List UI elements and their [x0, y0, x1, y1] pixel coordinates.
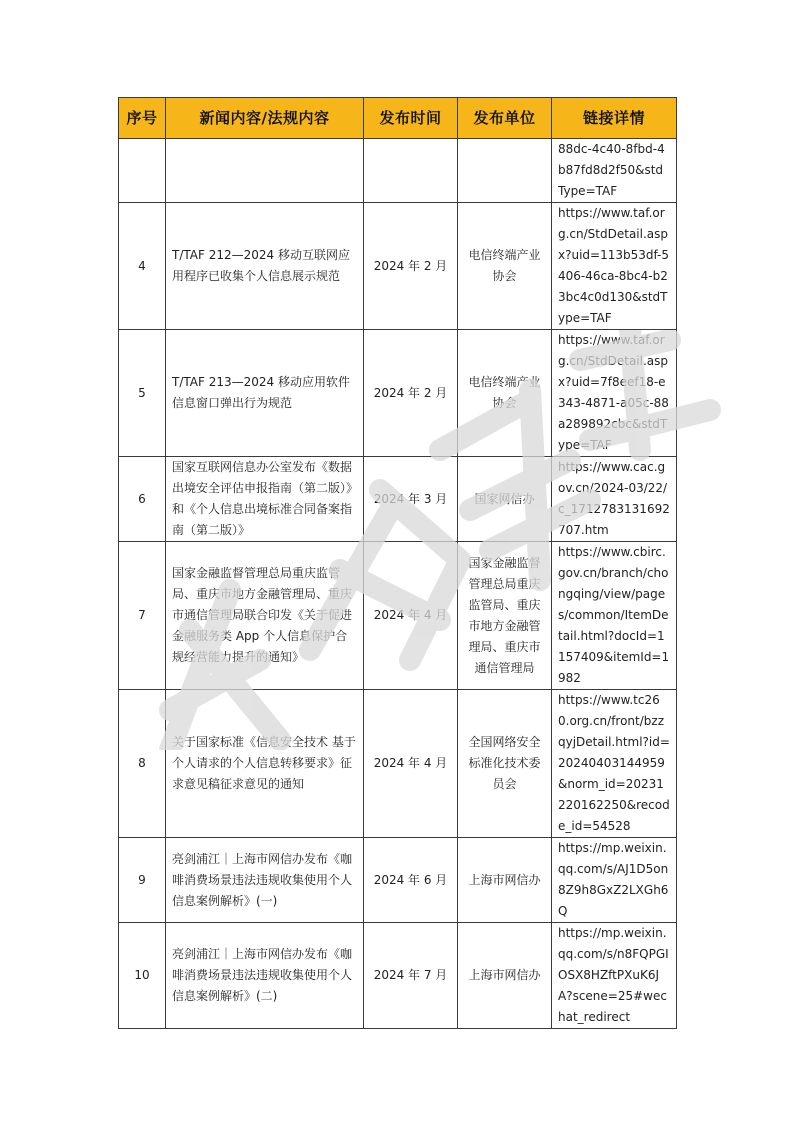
row-number: 7	[119, 542, 166, 690]
table-row	[119, 690, 677, 838]
row-link[interactable]: https://mp.weixin.qq.com/s/n8FQPGIOSX8HZftPXuK6JA?scene=25#wechat_redirect	[552, 923, 677, 1029]
regulation-table	[118, 97, 677, 1029]
row-number: 8	[119, 690, 166, 838]
row-number: 6	[119, 457, 166, 542]
row-link[interactable]: https://www.tc260.org.cn/front/bzzqyjDetail.html?id=20240403144959&norm_id=20231220162250&recode_id=54528	[552, 690, 677, 838]
row-number: 9	[119, 838, 166, 923]
row-date: 2024 年 7 月	[364, 923, 458, 1029]
row-number: 5	[119, 330, 166, 457]
table-row	[119, 838, 677, 923]
row-publisher: 电信终端产业协会	[458, 330, 552, 457]
row-date: 2024 年 3 月	[364, 457, 458, 542]
row-publisher: 全国网络安全标准化技术委员会	[458, 690, 552, 838]
row-date: 2024 年 2 月	[364, 330, 458, 457]
table-row	[119, 457, 677, 542]
row-publisher: 电信终端产业协会	[458, 203, 552, 330]
row-date	[364, 139, 458, 203]
row-title: 国家金融监督管理总局重庆监管局、重庆市地方金融管理局、重庆市通信管理局联合印发《关于促进金融服务类 App 个人信息保护合规经营能力提升的通知》	[166, 542, 364, 690]
row-publisher: 上海市网信办	[458, 838, 552, 923]
row-publisher	[458, 139, 552, 203]
header-number: 序号	[119, 98, 166, 139]
row-title: T/TAF 212—2024 移动互联网应用程序已收集个人信息展示规范	[166, 203, 364, 330]
row-title: 亮剑浦江｜上海市网信办发布《咖啡消费场景违法违规收集使用个人信息案例解析》(二)	[166, 923, 364, 1029]
row-publisher: 上海市网信办	[458, 923, 552, 1029]
table-row	[119, 923, 677, 1029]
row-title	[166, 139, 364, 203]
row-link[interactable]: 88dc-4c40-8fbd-4b87fd8d2f50&stdType=TAF	[552, 139, 677, 203]
table-row	[119, 542, 677, 690]
row-number: 10	[119, 923, 166, 1029]
row-link[interactable]: https://mp.weixin.qq.com/s/AJ1D5on8Z9h8GxZ2LXGh6Q	[552, 838, 677, 923]
row-date: 2024 年 6 月	[364, 838, 458, 923]
table-header-row	[119, 98, 677, 139]
row-title: 亮剑浦江｜上海市网信办发布《咖啡消费场景违法违规收集使用个人信息案例解析》(一)	[166, 838, 364, 923]
row-date: 2024 年 2 月	[364, 203, 458, 330]
header-content: 新闻内容/法规内容	[166, 98, 364, 139]
table-row	[119, 330, 677, 457]
row-title: 国家互联网信息办公室发布《数据出境安全评估申报指南（第二版）》和《个人信息出境标准合同备案指南（第二版）》	[166, 457, 364, 542]
row-publisher: 国家金融监督管理总局重庆监管局、重庆市地方金融管理局、重庆市通信管理局	[458, 542, 552, 690]
row-title: T/TAF 213—2024 移动应用软件信息窗口弹出行为规范	[166, 330, 364, 457]
row-link[interactable]: https://www.cbirc.gov.cn/branch/chongqing/view/pages/common/ItemDetail.html?docId=1157409&itemId=1982	[552, 542, 677, 690]
row-link[interactable]: https://www.taf.org.cn/StdDetail.aspx?uid=7f8eef18-e343-4871-a05c-88a289892cbc&stdType=TAF	[552, 330, 677, 457]
row-number: 4	[119, 203, 166, 330]
row-number	[119, 139, 166, 203]
row-date: 2024 年 4 月	[364, 542, 458, 690]
row-publisher: 国家网信办	[458, 457, 552, 542]
row-title: 关于国家标准《信息安全技术 基于个人请求的个人信息转移要求》征求意见稿征求意见的通知	[166, 690, 364, 838]
header-link: 链接详情	[552, 98, 677, 139]
row-link[interactable]: https://www.cac.gov.cn/2024-03/22/c_1712783131692707.htm	[552, 457, 677, 542]
header-publisher: 发布单位	[458, 98, 552, 139]
header-date: 发布时间	[364, 98, 458, 139]
table-row	[119, 139, 677, 203]
table-row	[119, 203, 677, 330]
row-date: 2024 年 4 月	[364, 690, 458, 838]
row-link[interactable]: https://www.taf.org.cn/StdDetail.aspx?uid=113b53df-5406-46ca-8bc4-b23bc4c0d130&stdType=TAF	[552, 203, 677, 330]
